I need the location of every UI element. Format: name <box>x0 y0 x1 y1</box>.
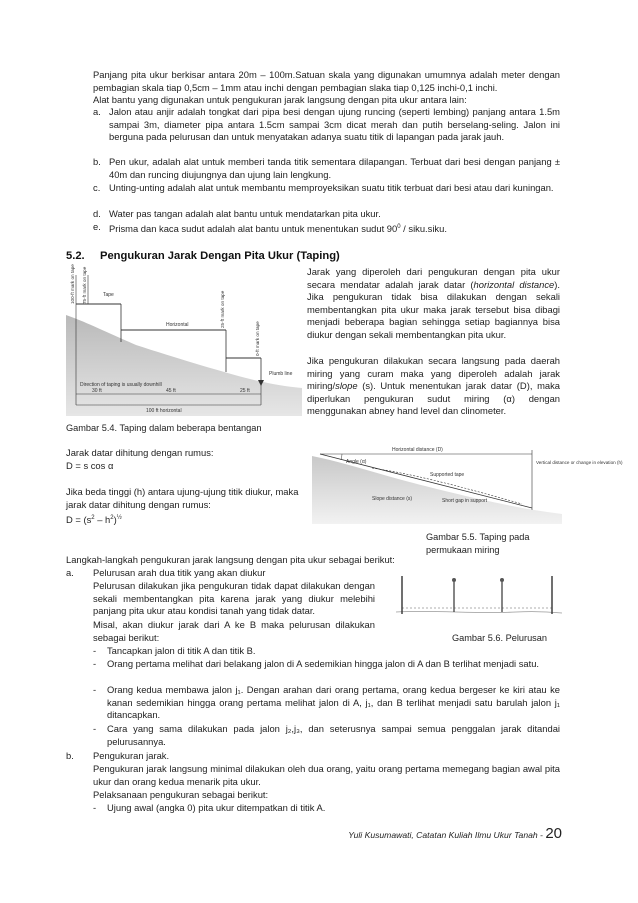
page-number: 20 <box>545 825 562 842</box>
section-title: Pengukuran Jarak Dengan Pita Ukur (Taping) <box>100 250 340 262</box>
tools-intro: Alat bantu yang digunakan untuk pengukuran jarak langsung dengan pita ukur antara lain: <box>93 94 467 105</box>
label-75ft-mark: 75-ft mark on tape <box>82 266 87 304</box>
step-b-paragraph-1: Pengukuran jarak langsung minimal dilakukan oleh dua orang, yaitu orang pertama memegang bagian awal pita ukur dan orang kedua menarik pita ukur. <box>93 763 560 787</box>
formula-intro: Jarak datar dihitung dengan rumus: <box>66 447 214 458</box>
caption-figure-5-6: Gambar 5.6. Pelurusan <box>452 633 547 643</box>
label-short-gap: Short gap in support <box>442 498 488 504</box>
step-a-item-1: - Tancapkan jalon di titik A dan titik B. <box>93 645 256 656</box>
step-a-item-3: - Orang kedua membawa jalon j₁. Dengan arahan dari orang pertama, orang kedua bergeser ke kiri atau ke kanan sedemikian hingga orang pertama melihat jalon di A, j₁, dan B terlihat menjadi satu barulah jalon j₁ ditancapkan. <box>93 684 560 721</box>
step-a-item-2: - Orang pertama melihat dari belakang jalon di A sedemikian hingga jalon di A dan B terlihat menjadi satu. <box>93 658 540 669</box>
label-25ft: 25 ft <box>240 388 250 394</box>
label-100ft-horizontal: 100 ft horizontal <box>146 408 182 414</box>
step-a-title: a. Pelurusan arah dua titik yang akan diukur <box>66 567 266 578</box>
label-45ft: 45 ft <box>166 388 176 394</box>
label-25ft-mark: 25-ft mark on tape <box>220 290 225 328</box>
right-paragraph-horizontal: Jarak yang diperoleh dari pengukuran dengan pita ukur secara mendatar adalah jarak datar (horizontal distance). Jika pengukuran tidak bisa dilakukan dengan sekali membentangkan pita ukur maka jarak tersebut bisa dibagi menjadi beberapa bagian sehingga setiap bagiannya bisa diukur dengan sekali membentangkan pita ukur. <box>307 266 560 340</box>
caption-figure-5-5: Gambar 5.5. Taping pada permukaan miring <box>426 532 530 555</box>
footer-text: Yuli Kusumawati, Catatan Kuliah Ilmu Ukur Tanah - <box>348 830 546 840</box>
right-paragraph-slope: Jika pengukuran dilakukan secara langsung pada daerah miring yang curam maka yang diperoleh adalah jarak miring/slope (s). Untuk menentukan jarak datar (D), maka diperlukan pengukuran sudut miring (α) dengan menggunakan abney hand level dan clinometer. <box>307 355 560 417</box>
label-slope-distance: Slope distance (s) <box>372 496 413 502</box>
figure-alignment-poles <box>396 570 562 620</box>
label-angle: Angle (α) <box>346 459 367 465</box>
ground-surface <box>312 456 562 524</box>
formula-pythagoras: $D = (s^2 - h^2)^{\frac{1}{2}}$ <box>66 514 122 526</box>
formula-cos: D = s cos α <box>66 460 114 471</box>
steps-intro: Langkah-langkah pengukuran jarak langsung dengan pita ukur sebagai berikut: <box>66 554 395 565</box>
step-a-item-4: - Cara yang sama dilakukan pada jalon j₂,j₃, dan seterusnya sampai semua penggalan jarak ditandai pelurusannya. <box>93 723 560 747</box>
step-b-title: b. Pengukuran jarak. <box>66 750 170 761</box>
label-plumb-line: Plumb line <box>269 371 293 377</box>
list-item-water-pas: d. Water pas tangan adalah alat bantu untuk mendatarkan pita ukur. <box>93 208 381 219</box>
label-direction: Direction of taping is usually downhill <box>80 382 162 388</box>
section-heading <box>66 249 546 263</box>
section-number: 5.2. <box>66 250 85 262</box>
list-item-pen-ukur: b. Pen ukur, adalah alat untuk memberi tanda titik sementara dilapangan. Terbuat dari besi dengan panjang ± 40m dan runcing diujungnya dan ujung lain lengkung. <box>93 156 560 180</box>
page-footer <box>300 825 562 842</box>
label-tape: Tape <box>103 292 114 298</box>
label-100ft-mark: 100-ft mark on tape <box>70 264 75 304</box>
label-30ft: 30 ft <box>92 388 102 394</box>
caption-figure-5-4: Gambar 5.4. Taping dalam beberapa bentangan <box>66 423 262 433</box>
label-horizontal-distance: Horizontal distance (D) <box>392 447 443 453</box>
step-b-paragraph-2: Pelaksanaan pengukuran sebagai berikut: <box>93 789 269 800</box>
label-vertical-distance: Vertical distance or change in elevation (h) <box>536 460 623 465</box>
figure-slope-taping <box>312 444 623 524</box>
label-0ft-mark: 0-ft mark on tape <box>255 321 260 356</box>
step-a-paragraph-2: Misal, akan diukur jarak dari A ke B maka pelurusan dilakukan sebagai berikut: <box>93 619 375 643</box>
step-a-paragraph-1: Pelurusan dilakukan jika pengukuran tidak dapat dilakukan dengan sekali membentangkan pita karena jarak yang diukur melebihi panjang pita ukur atau kondisi tanah yang tidak datar. <box>93 580 375 617</box>
list-item-unting: c. Unting-unting adalah alat untuk membantu memproyeksikan suatu titik terbuat dari besi atau dari kuningan. <box>93 182 554 193</box>
intro-paragraph: Panjang pita ukur berkisar antara 20m – 100m.Satuan skala yang digunakan umumnya adalah meter dengan pembagian skala tiap 0,5cm – 1mm atau inchi dengan pembagian slaka tiap 0,125 inchi-0,1 inchi. <box>93 69 560 93</box>
list-item-jalon: a. Jalon atau anjir adalah tongkat dari pipa besi dengan ujung runcing (seperti lembing) panjang antara 1.5m sampai 3m, diameter pipa antara 1.5cm sampai 3cm dicat merah dan putih berselang-seling. Jalon ini berguna pada pelurusan dan untuk menyatakan adanya suatu titik di lapangan pada jarak jauh. <box>93 106 560 143</box>
formula-height-intro: Jika beda tinggi (h) antara ujung-ujung titik diukur, maka jarak datar dihitung dengan rumus: <box>66 486 299 510</box>
label-supported-tape: Supported tape <box>430 472 465 478</box>
list-item-prisma: e. Prisma dan kaca sudut adalah alat bantu untuk menentukan sudut $90^0$ / siku.siku. <box>93 221 447 235</box>
step-b-item-1: - Ujung awal (angka 0) pita ukur ditempatkan di titik A. <box>93 802 326 813</box>
label-horizontal: Horizontal <box>166 322 189 328</box>
figure-taping-segments <box>66 264 302 416</box>
